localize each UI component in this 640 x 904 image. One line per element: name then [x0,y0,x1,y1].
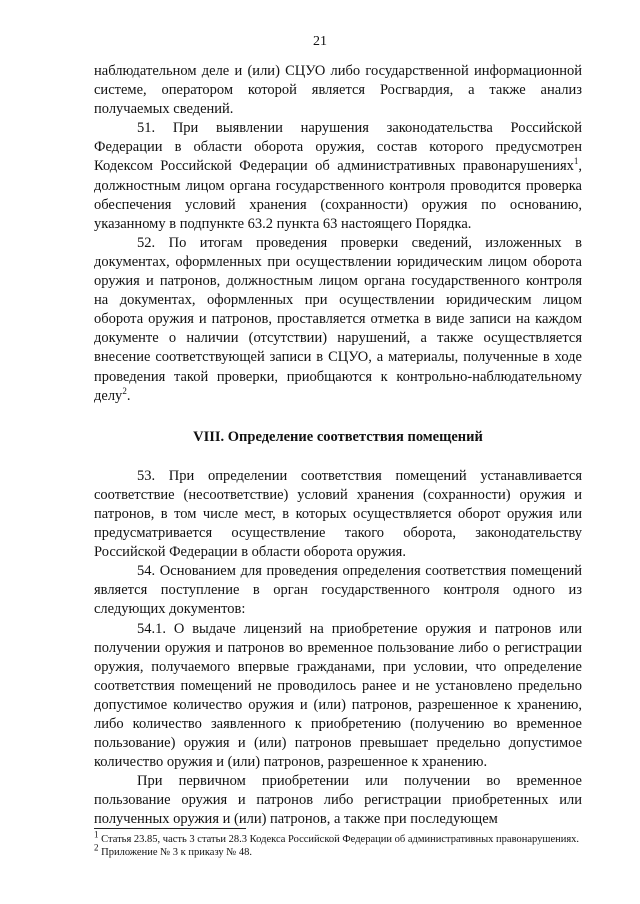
footnote-mark-1: 1 [94,829,99,840]
footnote-2 [94,842,582,859]
paragraph-51-text: 51. При выявлении нарушения законодательства Российской Федерации в области оборота оружия, состав которого предусмотрен Кодексом Российской Федерации об административных правонарушениях [94,120,582,175]
footnote-2-text: Приложение № 3 к приказу № 48. [101,847,253,858]
paragraph-51-text-end: , должностным лицом органа государственного контроля проводится проверка обеспечения условий хранения (сохранности) оружия по основанию, указанному в подпункте 63.2 пункта 63 настоящего Порядка. [94,158,582,232]
footnotes [94,828,582,859]
paragraph-54: 54. Основанием для проведения определения соответствия помещений является поступление в орган государственного контроля одного из следующих документов: [94,563,582,618]
paragraph-52-text: 52. По итогам проведения проверки сведений, изложенных в документах, оформленных при осуществлении юридическим лицом оборота оружия и патронов, должностным лицом органа государственного контроля на документах, оформленных при осуществлении юридическим лицом оборота оружия и патронов, проставляется отметка в виде записи на каждом документе о наличии (отсутствии) нарушений, а также осуществляется внесение соответствующей записи в СЦУО, а материалы, полученные в ходе проведения такой проверки, приобщаются к контрольно-наблюдательному делу [94,234,582,404]
document-body [94,62,582,830]
paragraph-52 [94,234,582,406]
paragraph-54-1: 54.1. О выдаче лицензий на приобретение оружия и патронов или получении оружия и патронов во временное пользование либо о регистрации оружия, получаемого впервые гражданами, при условии, что определение соответствия помещений не проводилось ранее и не установлено предельно допустимое количество оружия и (или) патронов, разрешенное к хранению, либо количество заявленного к приобретению (получению во временное пользование) оружия и (или) патронов превышает предельно допустимое количество оружия и (или) патронов, разрешенное к хранению. [94,620,582,771]
footnote-ref-1[interactable]: 1 [573,156,579,167]
footnote-1-text: Статья 23.85, часть 3 статьи 28.3 Кодекса Российской Федерации об административных правонарушениях. [101,834,580,845]
paragraph-52-text-end: . [126,387,131,404]
page-number: 21 [313,34,327,49]
paragraph-primary-acquisition: При первичном приобретении или получении во временное пользование оружия и патронов либо регистрации приобретенных или полученных оружия и (или) патронов, а также при последующем [94,773,582,828]
footnote-divider [94,828,246,829]
footnote-1 [94,829,582,846]
paragraph-51 [94,119,582,234]
section-heading: VIII. Определение соответствия помещений [193,428,483,445]
footnote-mark-2: 2 [94,842,99,853]
footnote-ref-2[interactable]: 2 [122,385,127,396]
paragraph-continuation: наблюдательном деле и (или) СЦУО либо государственной информационной системе, оператором которой является Росгвардия, а также анализ получаемых сведений. [94,63,582,118]
paragraph-53: 53. При определении соответствия помещений устанавливается соответствие (несоответствие) условий хранения (сохранности) оружия и патронов, в том числе мест, в которых осуществляется оборот оружия или предусматривается осуществление такого оборота, законодательству Российской Федерации в области оборота оружия. [94,467,582,561]
